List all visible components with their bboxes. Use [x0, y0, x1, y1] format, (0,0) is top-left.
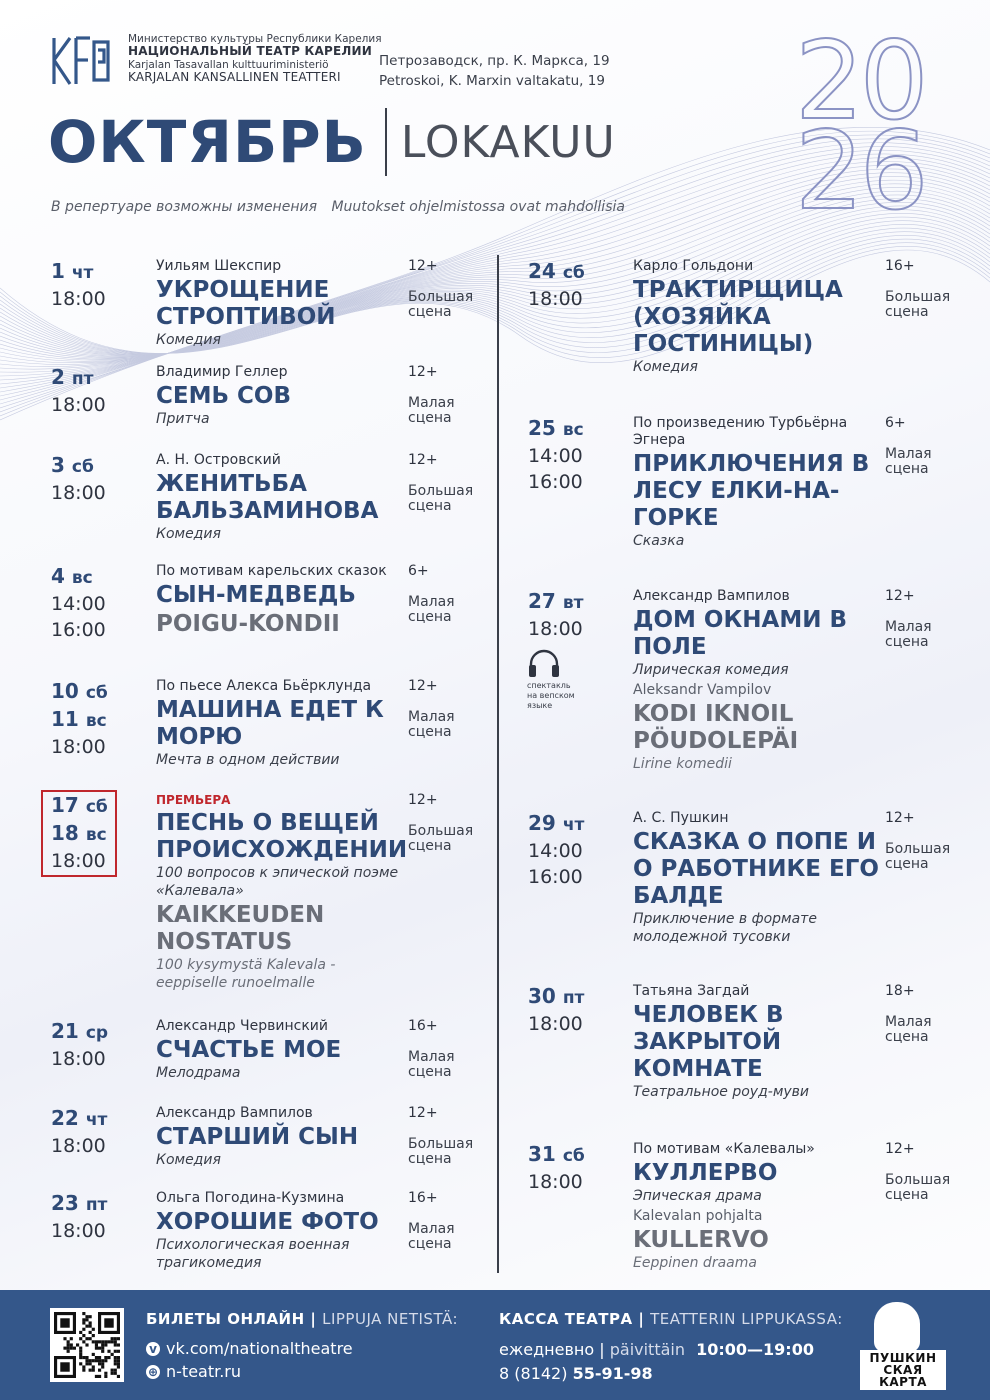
age-rating: 12+ [885, 588, 915, 604]
event-author: Владимир Геллер [156, 364, 288, 380]
event-time: 18:00 [528, 1171, 583, 1193]
event-meta [408, 258, 498, 320]
event-genre: Приключение в формате молодежной тусовки [633, 911, 817, 945]
event-body [156, 364, 404, 428]
premiere-label: ПРЕМЬЕРА [156, 793, 231, 807]
age-rating: 12+ [408, 452, 438, 468]
pushkin-line-3: КАРТА [879, 1375, 927, 1389]
event-author-fi: Aleksandr Vampilov [633, 682, 772, 698]
box-office-phone[interactable] [499, 1364, 653, 1383]
event-author: Уильям Шекспир [156, 258, 282, 274]
event-genre: Комедия [156, 526, 221, 542]
stage-name: Большая сцена [408, 1136, 474, 1167]
event-day [51, 452, 131, 480]
event-meta [408, 452, 498, 514]
day-number: 3 [51, 453, 65, 477]
event-day [528, 588, 608, 616]
event-time: 16:00 [528, 471, 583, 493]
age-rating: 18+ [885, 983, 915, 999]
day-of-week: пт [85, 1195, 108, 1215]
event-author: Татьяна Загдай [633, 983, 750, 999]
pushkin-line-2: СКАЯ [883, 1363, 923, 1377]
event-title-fi: KODI IKNOIL PÖUDOLEPÄI [633, 701, 799, 754]
event-date [51, 258, 131, 312]
stage-name: Малая сцена [408, 709, 455, 740]
notice-ru: В репертуаре возможны изменения [51, 199, 317, 215]
event-day [51, 563, 131, 591]
event-genre: Комедия [633, 359, 698, 375]
pushkin-card-logo [860, 1302, 946, 1388]
event-title: ХОРОШИЕ ФОТО [156, 1209, 379, 1235]
vk-icon: v [146, 1342, 160, 1356]
day-number: 23 [51, 1191, 79, 1215]
event-day [51, 364, 131, 392]
event-day [528, 810, 608, 838]
event-date [51, 1190, 131, 1244]
notice-fi: Muutokset ohjelmistossa ovat mahdollisia [331, 199, 625, 215]
event-author: Александр Вампилов [156, 1105, 313, 1121]
day-number: 4 [51, 564, 65, 588]
event-date [51, 678, 131, 760]
event-author: По мотивам «Калевалы» [633, 1141, 815, 1157]
daily-ru: ежедневно [499, 1340, 595, 1359]
phone-number: 55-91-98 [572, 1364, 653, 1383]
age-rating: 16+ [408, 1018, 438, 1034]
event-day [51, 1190, 131, 1218]
stage-name: Большая сцена [885, 1172, 951, 1203]
veps-language-label: спектакль на вепском языке [527, 681, 575, 710]
age-rating: 12+ [885, 810, 915, 826]
day-number: 18 [51, 821, 79, 845]
day-number: 10 [51, 679, 79, 703]
event-title: ЧЕЛОВЕК В ЗАКРЫТОЙ КОМНАТЕ [633, 1002, 784, 1082]
event-day [528, 415, 608, 443]
event-title-fi: POIGU-KONDII [156, 611, 340, 637]
event-title: ДОМ ОКНАМИ В ПОЛЕ [633, 607, 848, 660]
day-of-week: сб [85, 797, 108, 817]
event-title: МАШИНА ЕДЕТ К МОРЮ [156, 697, 384, 750]
event-body [633, 588, 883, 773]
qr-code[interactable] [50, 1308, 124, 1382]
globe-icon: ⊕ [147, 1364, 159, 1379]
event-time: 14:00 [528, 445, 583, 467]
event-date [528, 588, 608, 642]
daily-fi: päivittäin [609, 1340, 685, 1359]
age-rating: 12+ [408, 364, 438, 380]
event-meta [885, 258, 975, 320]
event-genre: Сказка [633, 533, 685, 549]
stage-name: Большая сцена [885, 841, 951, 872]
event-date [51, 563, 131, 643]
event-meta [885, 810, 975, 872]
event-meta [408, 1105, 498, 1167]
day-of-week: сб [85, 683, 108, 703]
event-title: СЫН-МЕДВЕДЬ [156, 582, 356, 608]
event-meta [408, 678, 498, 740]
event-day [528, 983, 608, 1011]
tickets-online-fi: LIPPUJA NETISTÄ: [322, 1310, 459, 1328]
site-link-text: n-teatr.ru [166, 1362, 242, 1381]
event-time: 14:00 [528, 840, 583, 862]
event-genre: 100 вопросов к эпической поэме «Калевала» [156, 865, 399, 899]
theatre-name-ru: НАЦИОНАЛЬНЫЙ ТЕАТР КАРЕЛИИ [128, 44, 373, 59]
veps-language-note [527, 648, 579, 711]
stage-name: Малая сцена [408, 594, 455, 625]
event-date [51, 1105, 131, 1159]
event-date [528, 810, 608, 890]
event-author: Александр Вампилов [633, 588, 790, 604]
day-of-week: чт [71, 263, 94, 283]
event-day [528, 1141, 608, 1169]
day-number: 21 [51, 1019, 79, 1043]
event-body [633, 810, 883, 946]
event-author: Ольга Погодина-Кузмина [156, 1190, 345, 1206]
event-genre-fi: 100 kysymystä Kalevala -eeppiselle runoelmalle [156, 957, 336, 991]
event-title: КУЛЛЕРВО [633, 1160, 778, 1186]
event-body [156, 1105, 404, 1169]
event-genre: Притча [156, 411, 210, 427]
event-time: 18:00 [51, 1135, 106, 1157]
event-author: А. Н. Островский [156, 452, 281, 468]
event-date [51, 364, 131, 418]
age-rating: 12+ [885, 1141, 915, 1157]
event-date [528, 1141, 608, 1195]
day-of-week: вт [562, 593, 584, 613]
event-title: СЕМЬ СОВ [156, 383, 291, 409]
event-genre: Мечта в одном действии [156, 752, 340, 768]
stage-name: Большая сцена [408, 483, 474, 514]
event-time: 18:00 [51, 1220, 106, 1242]
age-rating: 16+ [408, 1190, 438, 1206]
event-time: 18:00 [528, 618, 583, 640]
event-title: СТАРШИЙ СЫН [156, 1124, 359, 1150]
event-body [156, 678, 404, 769]
day-of-week: сб [71, 457, 94, 477]
age-rating: 12+ [408, 1105, 438, 1121]
day-number: 30 [528, 984, 556, 1008]
tickets-online-heading [146, 1310, 458, 1328]
month-ru: ОКТЯБРЬ [48, 108, 367, 176]
ministry-fi: Karjalan Tasavallan kulttuuriministeriö [128, 58, 329, 71]
event-genre: Комедия [156, 1152, 221, 1168]
event-date [528, 258, 608, 312]
event-title-fi: KAIKKEUDEN NOSTATUS [156, 902, 325, 955]
event-title: ПРИКЛЮЧЕНИЯ В ЛЕСУ ЕЛКИ-НА-ГОРКЕ [633, 451, 870, 531]
hours: 10:00—19:00 [696, 1340, 814, 1359]
stage-name: Большая сцена [408, 289, 474, 320]
box-office-fi: TEATTERIN LIPPUKASSA: [650, 1310, 843, 1328]
event-meta [408, 792, 498, 854]
event-day-2 [51, 820, 131, 848]
day-number: 22 [51, 1106, 79, 1130]
event-meta [408, 1018, 498, 1080]
event-meta [885, 983, 975, 1045]
event-author: Карло Гольдони [633, 258, 754, 274]
event-body [156, 1018, 404, 1082]
year [795, 19, 945, 234]
hours-separator: | [599, 1340, 610, 1359]
event-body [156, 258, 404, 349]
vk-link[interactable] [146, 1339, 353, 1358]
event-date [51, 792, 131, 874]
age-rating: 12+ [408, 258, 438, 274]
event-title: УКРОЩЕНИЕ СТРОПТИВОЙ [156, 277, 336, 330]
stage-name: Большая сцена [408, 823, 474, 854]
event-author: А. С. Пушкин [633, 810, 729, 826]
event-author-fi: Kalevalan pohjalta [633, 1208, 763, 1224]
event-day [51, 1105, 131, 1133]
event-genre: Театральное роуд-муви [633, 1084, 810, 1100]
heading-separator: | [310, 1310, 323, 1328]
event-date [51, 452, 131, 506]
event-author: По произведению Турбьёрна Эгнера [633, 415, 848, 448]
event-time: 18:00 [528, 1013, 583, 1035]
day-of-week: вс [562, 420, 584, 440]
day-number: 25 [528, 416, 556, 440]
footer [0, 1290, 990, 1400]
event-author: По мотивам карельских сказок [156, 563, 387, 579]
pushkin-card-label [860, 1350, 946, 1390]
tickets-online-ru: БИЛЕТЫ ОНЛАЙН [146, 1310, 305, 1328]
stage-name: Большая сцена [885, 289, 951, 320]
event-genre: Мелодрама [156, 1065, 241, 1081]
notice [51, 199, 625, 215]
event-title-fi: KULLERVO [633, 1227, 769, 1253]
event-time: 18:00 [51, 482, 106, 504]
event-genre: Психологическая военная трагикомедия [156, 1237, 350, 1271]
stage-name: Малая сцена [408, 1221, 455, 1252]
theatre-name-fi: KARJALAN KANSALLINEN TEATTERI [128, 69, 341, 84]
theatre-logo [50, 34, 112, 88]
event-genre: Комедия [156, 332, 221, 348]
event-date [51, 1018, 131, 1072]
day-of-week: вс [71, 568, 93, 588]
year-top: 20 [795, 19, 925, 144]
address-ru: Петрозаводск, пр. К. Маркса, 19 [379, 53, 610, 69]
age-rating: 6+ [885, 415, 906, 431]
day-of-week: сб [562, 1146, 585, 1166]
event-body [633, 1141, 883, 1272]
event-author: По пьесе Алекса Бьёрклунда [156, 678, 372, 694]
box-office-ru: КАССА ТЕАТРА [499, 1310, 633, 1328]
event-meta [408, 1190, 498, 1252]
event-meta [885, 1141, 975, 1203]
organization-block [128, 33, 382, 85]
day-of-week: пт [71, 369, 94, 389]
day-of-week: сб [562, 263, 585, 283]
month-heading [48, 108, 616, 176]
event-genre: Лирическая комедия [633, 662, 789, 678]
day-number: 27 [528, 589, 556, 613]
stage-name: Малая сцена [408, 395, 455, 426]
event-date [528, 983, 608, 1037]
month-fi: LOKAKUU [400, 116, 616, 168]
heading-separator: | [638, 1310, 651, 1328]
ministry-ru: Министерство культуры Республики Карелия [128, 33, 382, 45]
pushkin-portrait-icon [874, 1302, 920, 1352]
event-day [51, 792, 131, 820]
day-number: 17 [51, 793, 79, 817]
event-time: 16:00 [51, 619, 106, 641]
event-genre: Эпическая драма [633, 1188, 762, 1204]
event-time: 16:00 [528, 866, 583, 888]
event-author: Александр Червинский [156, 1018, 328, 1034]
event-title: СКАЗКА О ПОПЕ И О РАБОТНИКЕ ЕГО БАЛДЕ [633, 829, 879, 909]
day-number: 31 [528, 1142, 556, 1166]
event-meta [408, 563, 498, 625]
event-title: ТРАКТИРЩИЦА (ХОЗЯЙКА ГОСТИНИЦЫ) [633, 277, 843, 357]
event-body [633, 258, 883, 376]
event-title: ПЕСНЬ О ВЕЩЕЙ ПРОИСХОЖДЕНИИ [156, 810, 408, 863]
event-time: 18:00 [51, 736, 106, 758]
event-date [528, 415, 608, 495]
day-of-week: чт [562, 815, 585, 835]
day-number: 2 [51, 365, 65, 389]
day-number: 24 [528, 259, 556, 283]
event-body [156, 792, 408, 992]
event-meta [408, 364, 498, 426]
pushkin-line-1: ПУШКИН [869, 1351, 937, 1365]
day-number: 11 [51, 707, 79, 731]
event-time: 14:00 [51, 593, 106, 615]
event-genre-fi: Lirine komedii [633, 756, 732, 772]
event-time: 18:00 [51, 1048, 106, 1070]
day-of-week: ср [85, 1023, 109, 1043]
stage-name: Малая сцена [885, 446, 932, 477]
event-time: 18:00 [51, 288, 106, 310]
event-day [51, 1018, 131, 1046]
age-rating: 12+ [408, 678, 438, 694]
event-day [51, 258, 131, 286]
address-fi: Petroskoi, K. Marxin valtakatu, 19 [379, 72, 605, 89]
event-time: 18:00 [51, 850, 106, 872]
headphones-icon [527, 648, 561, 678]
stage-name: Малая сцена [408, 1049, 455, 1080]
site-link[interactable] [146, 1362, 241, 1381]
event-title: ЖЕНИТЬБА БАЛЬЗАМИНОВА [156, 471, 379, 524]
event-time: 18:00 [528, 288, 583, 310]
day-of-week: вс [85, 825, 107, 845]
event-genre-fi: Eeppinen draama [633, 1255, 757, 1271]
event-body [633, 415, 883, 550]
day-number: 29 [528, 811, 556, 835]
age-rating: 12+ [408, 792, 438, 808]
day-of-week: пт [562, 988, 585, 1008]
address [379, 52, 610, 91]
event-day [51, 678, 131, 706]
day-number: 1 [51, 259, 65, 283]
box-office-heading [499, 1310, 843, 1328]
day-of-week: чт [85, 1110, 108, 1130]
event-body [633, 983, 883, 1101]
vk-link-text: vk.com/nationaltheatre [166, 1339, 353, 1358]
event-day [528, 258, 608, 286]
year-bottom: 26 [795, 109, 925, 234]
day-of-week: вс [85, 711, 107, 731]
month-divider [385, 108, 387, 176]
event-body [156, 452, 404, 543]
event-time: 18:00 [51, 394, 106, 416]
event-body [156, 563, 404, 638]
phone-prefix: 8 (8142) [499, 1364, 568, 1383]
stage-name: Малая сцена [885, 619, 932, 650]
event-title: СЧАСТЬЕ МОЕ [156, 1037, 342, 1063]
event-meta [885, 588, 975, 650]
event-body [156, 1190, 404, 1272]
opening-hours [499, 1340, 814, 1359]
event-meta [885, 415, 975, 477]
age-rating: 16+ [885, 258, 915, 274]
age-rating: 6+ [408, 563, 429, 579]
stage-name: Малая сцена [885, 1014, 932, 1045]
event-day-2 [51, 706, 131, 734]
